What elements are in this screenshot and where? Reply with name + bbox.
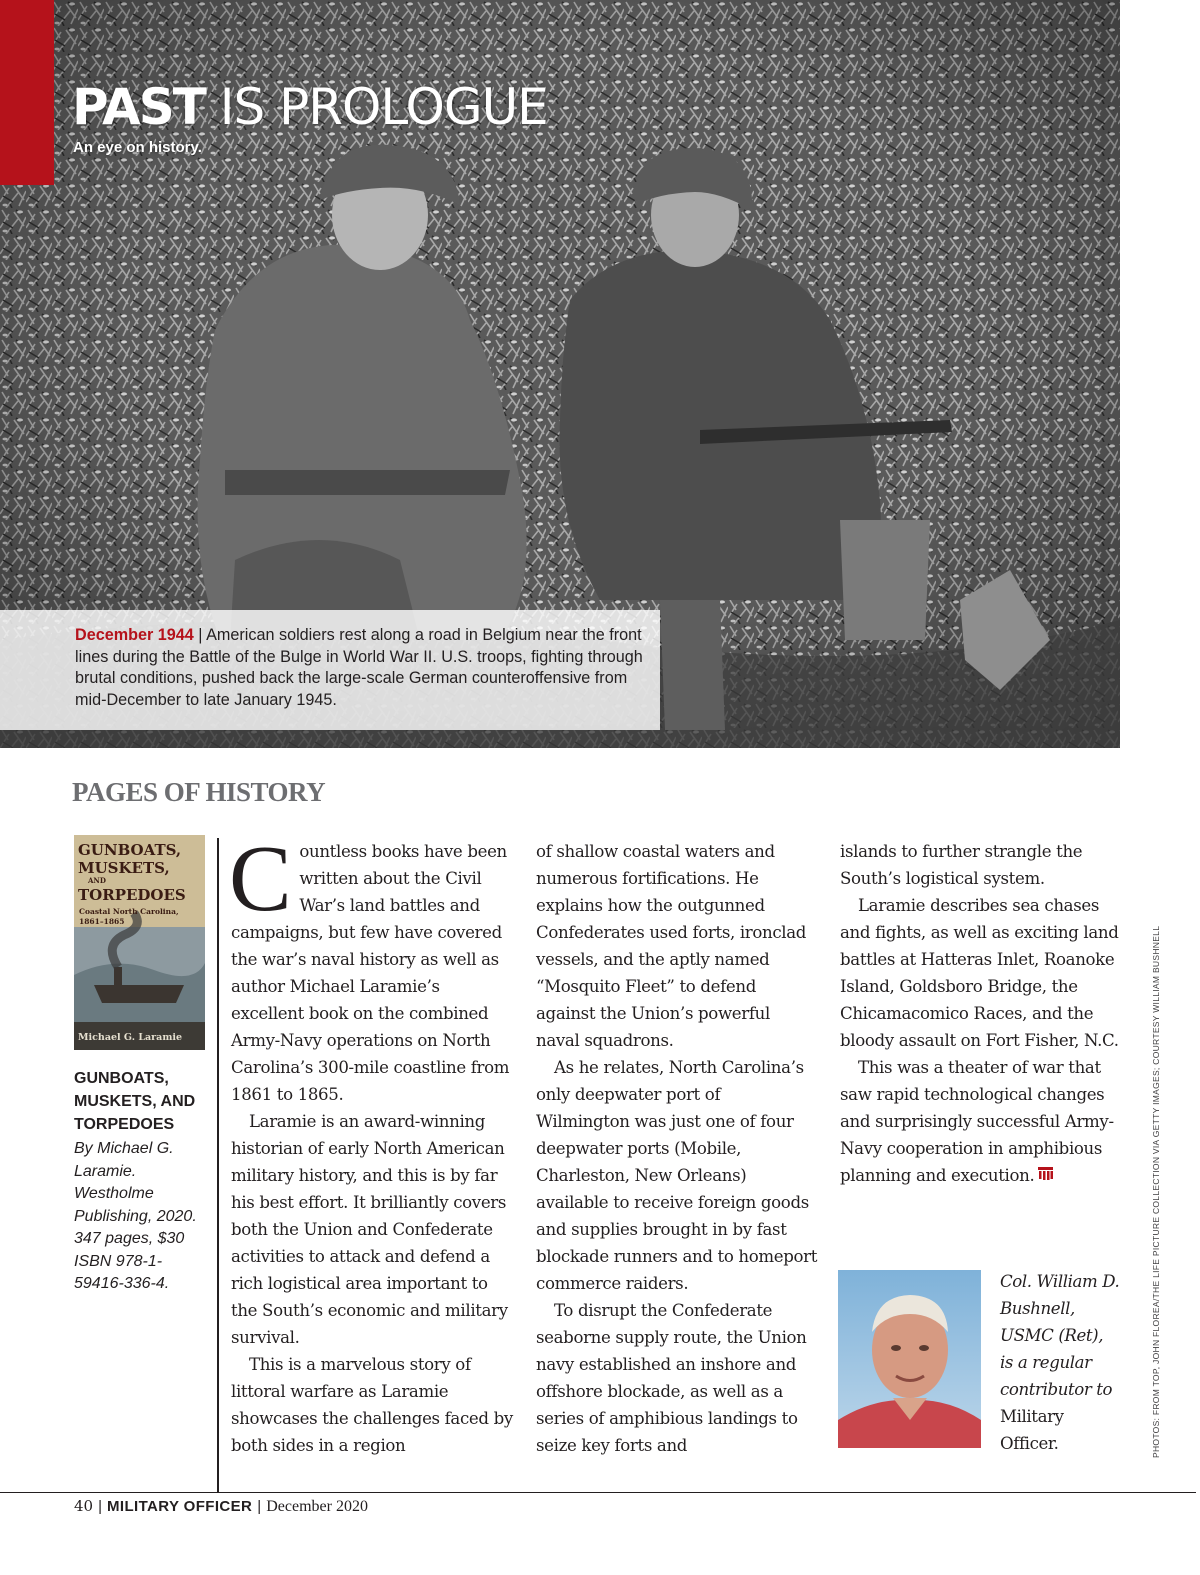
article-paragraph-text: This was a theater of war that saw rapid technological changes and surprisingly successful Army-Navy cooperation in amphibious planning and execution. bbox=[840, 1058, 1114, 1185]
book-cover-art bbox=[74, 835, 205, 1050]
book-pages-price: 347 pages, $30 bbox=[74, 1230, 185, 1247]
article-paragraph: of shallow coastal waters and numerous fortifications. He explains how the outgunned Confederates used forts, ironclad vessels, and the aptly named “Mosquito Fleet” to defend against the Union’s powerful naval squadrons. bbox=[536, 842, 807, 1050]
article-column-1 bbox=[229, 827, 513, 1459]
author-portrait bbox=[838, 1270, 981, 1448]
caption-separator: | bbox=[193, 626, 207, 644]
department-title bbox=[72, 78, 548, 136]
book-isbn: ISBN 978-1-59416-336-4. bbox=[74, 1252, 170, 1292]
cover-subtitle-line-1: Coastal North Carolina, bbox=[79, 907, 179, 916]
article-paragraph: As he relates, North Carolina’s only deepwater port of Wilmington was just one of four deepwater ports (Mobile, Charleston, New Orleans) available to receive foreign goods and supplies brought in by fast blockade runners and to homeport commerce raiders. bbox=[536, 1058, 818, 1293]
cover-title-line-2: MUSKETS, bbox=[78, 859, 170, 877]
book-byline: By Michael G. Laramie. bbox=[74, 1140, 174, 1180]
author-bio bbox=[1000, 1268, 1120, 1457]
page-footer bbox=[74, 1497, 368, 1516]
book-publisher: Westholme Publishing, 2020. bbox=[74, 1185, 197, 1225]
article-paragraph: This is a marvelous story of littoral warfare as Laramie showcases the challenges faced by both sides in a region bbox=[231, 1355, 513, 1455]
department-tagline: An eye on history. bbox=[73, 139, 202, 156]
article-paragraph bbox=[229, 827, 513, 1108]
author-photo bbox=[838, 1270, 981, 1448]
photo-credit: PHOTOS: FROM TOP, JOHN FLOREA/THE LIFE PICTURE COLLECTION VIA GETTY IMAGES; COURTESY WILLIAM BUSHNELL bbox=[1151, 925, 1161, 1458]
cover-title-line-1: GUNBOATS, bbox=[78, 841, 182, 859]
magazine-name: MILITARY OFFICER bbox=[107, 1498, 253, 1515]
footer-separator: | bbox=[98, 1498, 102, 1515]
cover-subtitle-line-2: 1861–1865 bbox=[79, 917, 125, 926]
book-details bbox=[74, 1138, 209, 1296]
caption-date: December 1944 bbox=[75, 626, 194, 644]
cover-title-line-4: TORPEDOES bbox=[78, 886, 186, 904]
department-title-light: IS PROLOGUE bbox=[204, 78, 548, 136]
author-bio-publication: Military Officer. bbox=[1000, 1407, 1064, 1453]
section-tab bbox=[0, 0, 54, 185]
book-title: GUNBOATS, MUSKETS, AND TORPEDOES bbox=[74, 1070, 196, 1133]
footer-rule bbox=[0, 1492, 1196, 1493]
caption-text: American soldiers rest along a road in Belgium near the front lines during the Battle of the Bulge in World War II. U.S. troops, fighting through brutal conditions, pushed back the large-scale German counteroffensive from mid-December to late January 1945. bbox=[75, 626, 643, 709]
footer-separator: | bbox=[257, 1498, 262, 1515]
drop-cap: C bbox=[229, 827, 292, 931]
issue-date: December 2020 bbox=[266, 1498, 368, 1515]
article-paragraph-text: ountless books have been written about the Civil War’s land battles and campaigns, but few have covered the war’s naval history as well as author Michael Laramie’s excellent book on the combined Army-Navy operations on North Carolina’s 300-mile coastline from 1861 to 1865. bbox=[231, 842, 510, 1104]
section-title: PAGES OF HISTORY bbox=[72, 777, 326, 807]
book-cover bbox=[74, 835, 205, 1050]
end-mark-icon bbox=[1038, 1167, 1053, 1182]
author-bio-text: Col. William D. Bushnell, USMC (Ret), is a regular contributor to bbox=[1000, 1272, 1120, 1399]
article-paragraph: Laramie is an award-winning historian of early North American military history, and this is by far his best effort. It brilliantly covers both the Union and Confederate activities to attack and defend a rich logistical area important to the South’s economic and military survival. bbox=[231, 1112, 508, 1347]
department-title-bold: PAST bbox=[72, 78, 205, 136]
article-paragraph: islands to further strangle the South’s logistical system. bbox=[840, 842, 1083, 888]
article-column-3 bbox=[840, 838, 1122, 1189]
cover-title-line-3: AND bbox=[88, 876, 106, 885]
photo-caption bbox=[75, 625, 655, 711]
article-column-2 bbox=[536, 838, 818, 1459]
article-paragraph bbox=[840, 1054, 1122, 1189]
article-paragraph: Laramie describes sea chases and fights, as well as exciting land battles at Hatteras Inlet, Roanoke Island, Goldsboro Bridge, the Chicamacomico Races, and the bloody assault on Fort Fisher, N.C. bbox=[840, 896, 1119, 1050]
article-paragraph: To disrupt the Confederate seaborne supply route, the Union navy established an inshore and offshore blockade, as well as a series of amphibious landings to seize key forts and bbox=[536, 1301, 807, 1455]
page-number: 40 bbox=[74, 1497, 94, 1515]
column-divider bbox=[217, 838, 219, 1492]
cover-author: Michael G. Laramie bbox=[78, 1032, 183, 1043]
